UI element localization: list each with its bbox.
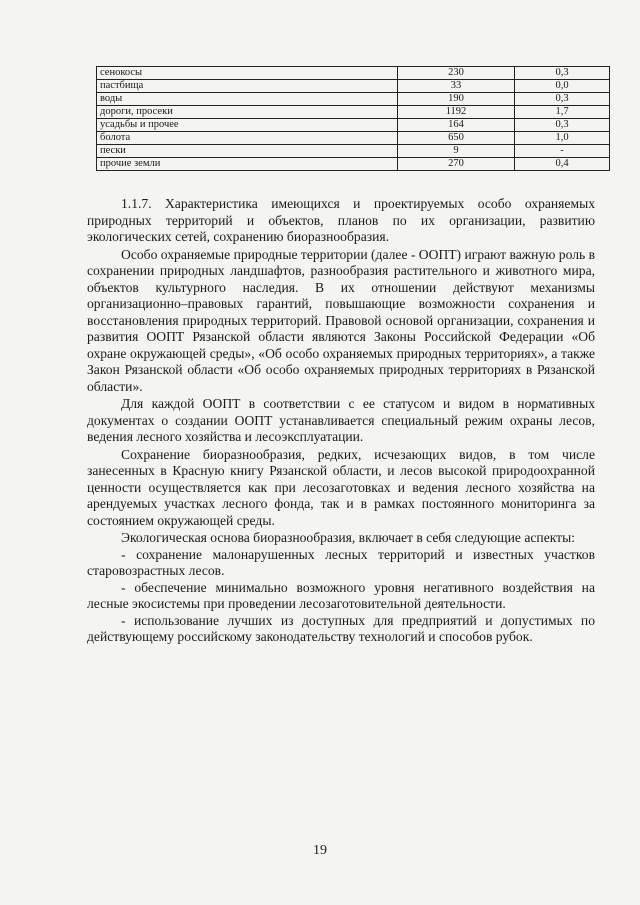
percent-cell: 1,0 [515,132,610,145]
table-row [97,106,610,119]
list-item: - сохранение малонарушенных лесных территорий и известных участков старовозрастных лесов. [87,546,595,578]
table-row [97,158,610,171]
area-cell: 650 [398,132,515,145]
area-cell: 190 [398,93,515,106]
percent-cell: 0,3 [515,119,610,132]
land-type-cell: болота [97,132,398,145]
land-type-cell: прочие земли [97,158,398,171]
paragraph: Для каждой ООПТ в соответствии с ее статусом и видом в нормативных документах о создании ООПТ устанавливается специальный режим охраны лесов, ведения лесного хозяйства и лесоэксплуатации. [87,396,595,444]
table-row [97,67,610,80]
body-text [87,196,595,646]
percent-cell: 1,7 [515,106,610,119]
land-type-cell: усадьбы и прочее [97,119,398,132]
land-type-cell: пески [97,145,398,158]
page-number: 19 [313,843,327,858]
paragraph: Особо охраняемые природные территории (далее - ООПТ) играют важную роль в сохранении природных ландшафтов, разнообразия растительного и животного мира, объектов культурного наследия. В их отношении действуют механизмы организационно–правовых гарантий, повышающие возможности сохранения и восстановления природных территорий. Правовой основой организации, сохранения и развития ООПТ Рязанской области являются Законы Российской Федерации «Об охране окружающей среды», «Об особо охраняемых природных территориях», а также Закон Рязанской области «Об особо охраняемых природных территориях в Рязанской области». [87,246,595,394]
area-cell: 270 [398,158,515,171]
land-type-cell: сенокосы [97,67,398,80]
percent-cell: 0,3 [515,93,610,106]
table-row [97,80,610,93]
land-use-table [96,66,610,171]
list-item: - использование лучших из доступных для предприятий и допустимых по действующему российскому законодательству технологий и способов рубок. [87,612,595,644]
paragraph: Экологическая основа биоразнообразия, включает в себя следующие аспекты: [121,530,576,545]
list-item: - обеспечение минимально возможного уровня негативного воздействия на лесные экосистемы при проведении лесозаготовительной деятельности. [87,579,595,611]
land-type-cell: воды [97,93,398,106]
percent-cell: 0,4 [515,158,610,171]
percent-cell: 0,3 [515,67,610,80]
table-row [97,132,610,145]
table-row [97,93,610,106]
percent-cell: - [515,145,610,158]
table-row [97,145,610,158]
table-row [97,119,610,132]
section-heading: 1.1.7. Характеристика имеющихся и проектируемых особо охраняемых природных территорий и объектов, планов по их организации, развитию экологических сетей, сохранению биоразнообразия. [87,196,595,244]
area-cell: 33 [398,80,515,93]
area-cell: 1192 [398,106,515,119]
area-cell: 9 [398,145,515,158]
land-type-cell: дороги, просеки [97,106,398,119]
area-cell: 164 [398,119,515,132]
paragraph: Сохранение биоразнообразия, редких, исчезающих видов, в том числе занесенных в Красную книгу Рязанской области, и лесов высокой природоохранной ценности осуществляется как при лесозаготовках и ведения лесного хозяйства на арендуемых участках лесного фонда, так и в рамках постоянного мониторинга за состоянием окружающей среды. [87,446,595,528]
area-cell: 230 [398,67,515,80]
land-type-cell: пастбища [97,80,398,93]
percent-cell: 0,0 [515,80,610,93]
